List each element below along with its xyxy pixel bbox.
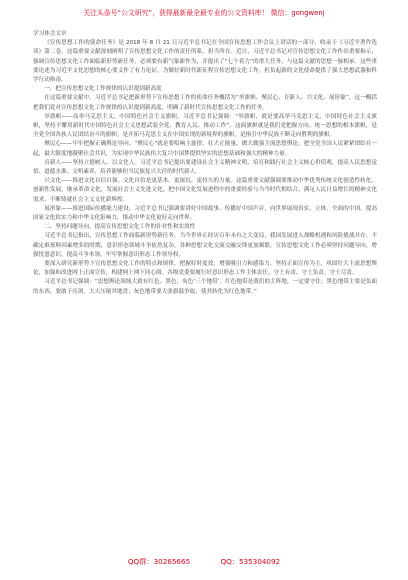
section-heading: 二、坚持问题导向，提高宣传思想文化工作的针对性和实效性 — [44, 224, 196, 231]
paragraph: 要深入研究新形势下宣传思想文化工作的特点和规律，把握好时度效，增强吸引力和感染力。坚持正面宣传为主，巩固壮大主流思想舆论，加强和改进网上正面宣传，构建网上网下同心圆。各级党委要履行好意识形态工作主体责任，守土有责、守土负责、守土尽责。 — [33, 261, 377, 277]
paragraph: 习近平总书记指出，宣传思想工作面临新形势新任务。当今世界正经历百年未有之大变局，我国发展进入战略机遇和风险挑战并存、不确定难预料因素增多的时期，意识形态领域斗争依然复杂，各种思想文化交流交融交锋更加频繁。宣传思想文化工作必须坚持问题导向，增强忧患意识，提高斗争本领，牢牢掌握意识形态工作领导权。 — [33, 233, 377, 258]
article-title: 学习体会文章 — [33, 31, 67, 37]
footer-contact — [0, 557, 408, 567]
paragraph: 《宣传思想工作的使命任务》是 2018 年 8 月 21 日习近平总书记在全国宣传思想工作会议上讲话的一部分，收录于《习近平著作选读》第二卷。这篇重要文献深刻阐明了宣传思想文化工作的责任所系、担当所在。近日，习近平总书记对宣传思想文化工作作出重要指示，强调宣传思想文化工作面临新形势新任务，必须要有新气象新作为，并提出了“七个着力”的重大任务，与这篇文献的思想一脉相承。这些重要论述为习近平文化思想的核心要义作了有力论证，为做好新时代新征程宣传思想文化工作，担负起新的文化使命提供了强大思想武器和科学行动指南。 — [33, 40, 377, 84]
paragraph: 展形象——推进国际传播能力建设。习近平总书记强调要讲好中国故事、传播好中国声音，向世界展现真实、立体、全面的中国，提高国家文化软实力和中华文化影响力，推动中华文化更好走向世界。 — [33, 205, 377, 222]
section-heading: 一、把宣传思想文化工作规律的认识提到新高度 — [44, 86, 162, 93]
footer-qq: QQ：535304092 — [220, 557, 281, 566]
paragraph: 育新人——坚持立德树人、以文化人。习近平总书记提出要建设社会主义精神文明、培育和践行社会主义核心价值观，提高人民思想觉悟、道德水准、文明素养，培养能够担当民族复兴大任的时代新人。 — [33, 159, 377, 176]
paragraph: 在这篇重要文献中，习近平总书记把新形势下宣传思想工作的使命任务概括为“举旗帜、聚民心、育新人、兴文化、展形象”，这一概括把我们党对宣传思想文化工作规律的认识提到新高度，明确了新时代宣传思想文化工作的任务。 — [33, 95, 377, 111]
header-promo-banner: 关注头条号“公文研究”，获得最新最全最专业的公文资料库！ 微信：gongwenj — [83, 9, 325, 17]
article-body — [33, 30, 377, 297]
paragraph: 兴文化——推进文化自信自强。文化自信是更基本、更深沉、更持久的力量。这篇重要文献强调要推动中华优秀传统文化创造性转化、创新性发展，继承革命文化，发展社会主义先进文化，把中国文化发展进程中的重要经验与当今时代相结合，满足人民日益增长的精神文化需求，不断铸就社会主义文化新辉煌。 — [33, 178, 377, 203]
paragraph: 聚民心——牢牢把握正确舆论导向。“聚民心”就是要唱响主旋律，壮大正能量，做大做强主流思想舆论，把全党全国人民紧紧团结在一起，最大限度地凝聚社会共识，为实现中华民族伟大复兴中国梦提供坚实的思想基础和强大的精神力量。 — [33, 141, 377, 157]
footer-qq-group: QQ群：30265665 — [127, 557, 191, 566]
paragraph: 举旗帜——高举马克思主义、中国特色社会主义旗帜。习近平总书记强调：“举旗帜，就是要高举马克思主义、中国特色社会主义旗帜，坚持不懈用新时代中国特色社会主义思想武装全党、教育人民、推动工作”。这面旗帜就是我们党把握方向、统一思想的根本旗帜，是全党全国各族人民团结奋斗的旗帜。是开拓马克思主义在中国实现的新境界的旗帜，是指引中华民族不断走向胜利的旗帜。 — [33, 113, 377, 139]
paragraph: 习近平总书记强调：“思想舆论领域大致有红色、黑色、灰色‘三个地带’。红色地带是我们的主阵地，一定要守住；黑色地带主要是负面的东西，要敢于亮剑，大大压缩其地盘；灰色地带要大张旗鼓争取，使其转化为红色地带。” — [33, 279, 377, 295]
